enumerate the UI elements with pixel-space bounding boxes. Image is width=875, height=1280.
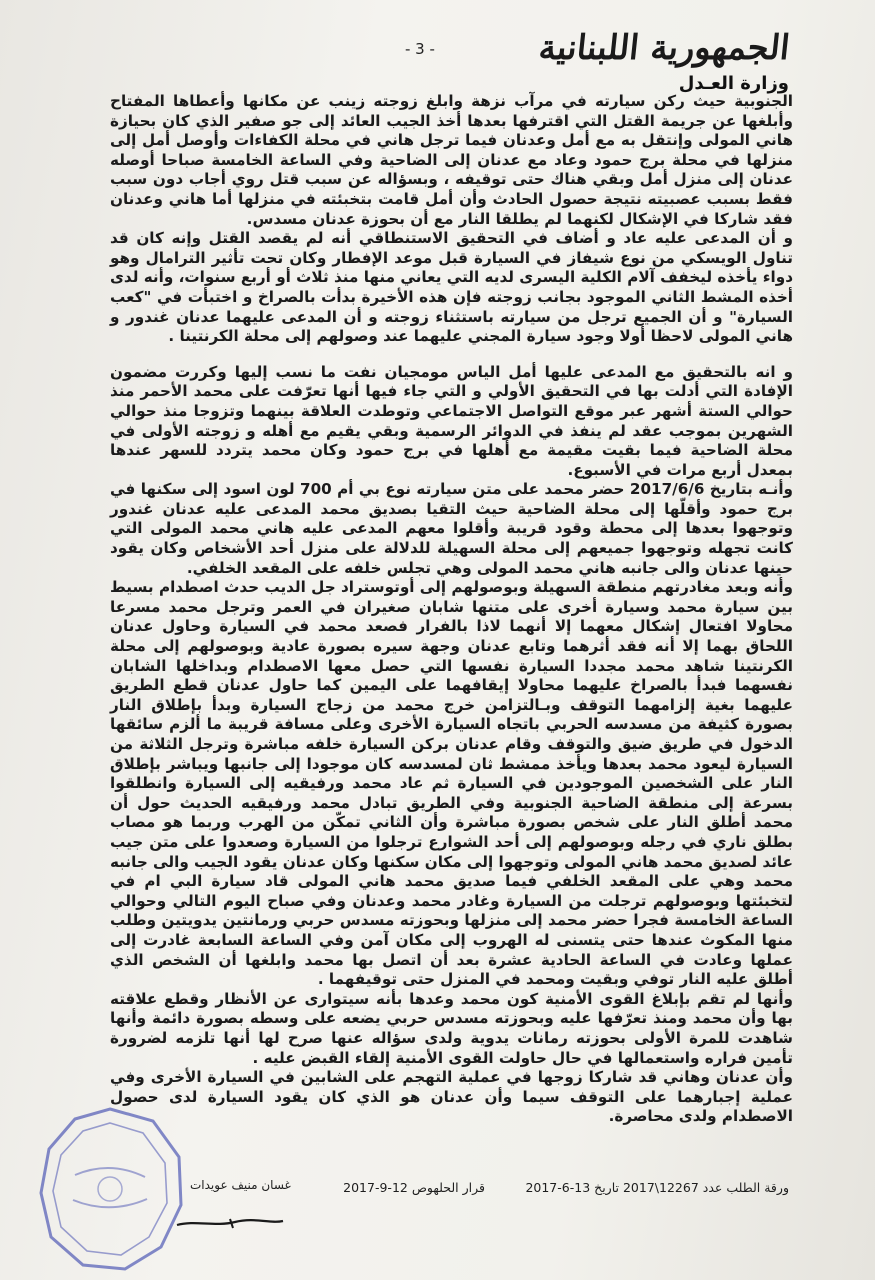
paragraph: و انه بالتحقيق مع المدعى عليها أمل الياس مومجيان نفت ما نسب إليها وكررت مضمون الإفادة التي أدلت بها في التحقيق الأولي و التي جاء فيها أنها تعرّفت على محمد الأحمر منذ حوالي الستة أشهر عبر موقع التواصل الاجتماعي وتوطدت العلاقة بينهما وتزوجا منذ حوالي الشهرين بموجب عقد لم ينفذ في الدوائر الرسمية وبقي يقيم مع أهله و زوجته الأولى في محلة الضاحية فيما بقيت مقيمة مع أهلها في برج حمود وكان محمد يتردد للسهر عندها بمعدل أربع مرات في الأسبوع. [110,362,793,479]
signature-mark [175,1216,285,1230]
official-seal [35,1105,185,1275]
paragraph: وأنـه بتاريخ 2017/6/6 حضر محمد على متن سيارته نوع بي أم 700 لون اسود إلى سكنها في برج حمود وأقلّها إلى محلة الضاحية حيث التقيا بصديق محمد المدعى عليه عدنان غندور وتوجهوا بعدها إلى محطة وقود قريبة وأقلوا معهم المدعى عليه هاني محمد المولى التي كانت تجهله وتوجهوا جميعهم إلى محلة السهيلة للدلالة على منزل أحد الأشخاص وكان يقود حينها عدنان والى جانبه هاني محمد المولى وهي تجلس خلفه على المقعد الخلفي. [110,480,793,577]
paragraph: و أن المدعى عليه عاد و أضاف في التحقيق الاستنطاقي أنه لم يقصد القتل وإنه كان قد تناول الويسكي من نوع شيفاز في السيارة قبل موعد الإفطار وكان تحت تأثير الترامال وهو دواء يأخذه ليخفف آلام الكلية اليسرى لديه التي يعاني منها منذ ثلاث أو أربع سنوات، وأنه لدى أخذه المشط الثاني الموجود بجانب زوجته فإن هذه الأخيرة بدأت بالصراخ و اختبأت في "كعب السيارة" و أن الجميع ترجل من سيارته باستثناء زوجته و أن المدعى عليهما عدنان غندور و هاني المولى لاحظا أولا وجود سيارة المجني عليهما عند وصولهم إلى محلة الكرنتينا . [110,229,793,346]
paragraph: وأنه وبعد مغادرتهم منطقة السهيلة وبوصولهم إلى أوتوستراد جل الديب حدث اصطدام بسيط بين سيارة محمد وسيارة أخرى على متنها شابان صغيران في العمر وترجل محمد مسرعا محاولا افتعال إشكال معهما إلا أنهما لاذا بالفرار فصعد محمد في السيارة وحاول عدنان اللحاق بهما إلا أنه فقد أثرهما وتابع عدنان وجهة سيره بصورة عادية وبوصولهم إلى محلة الكرنتينا شاهد محمد مجددا السيارة نفسها التي حصل معها الاصطدام وبداخلها الشابان نفسهما فبدأ بالصراخ عليهما محاولا إيقافهما على اليمين كما حاول عدنان قطع الطريق عليهما بغية إلزامهما التوقف وبـالتزامن خرج محمد من زجاج السيارة وبدأ بإطلاق النار بصورة كثيفة من مسدسه الحربي باتجاه السيارة الأخرى وعلى مسافة قريبة ما ألزم سائقها الدخول في طريق ضيق والتوقف وقام عدنان بركن السيارة خلفه مباشرة وترجل الثلاثة من السيارة ليعود محمد بعدها ويأخذ ممشط ثان لمسدسه كان موجودا إلى جانبها ويباشر بإطلاق النار على الشخصين الموجودين في السيارة ثم عاد محمد ورفيقيه إلى السيارة وانطلقوا بسرعة إلى منطقة الضاحية الجنوبية وفي الطريق تبادل محمد ورفيقيه الحديث حول أن محمد أطلق النار على شخص بصورة مباشرة وأن الثاني تمكّن من الهرب وربما هو مصاب بطلق ناري في رجله وبوصولهم إلى أحد الشوارع ترجلوا من السيارة وصعدوا على متن جيب عائد لصديق محمد هاني المولى وتوجهوا إلى مكان سكنها وكان عدنان يقود الجيب والى جانبه محمد وهي على المقعد الخلفي فيما صديق محمد هاني المولى قاد سيارة البي ام في لتخبئتها وبوصولهم ترجلت من السيارة وغادر محمد وعدنان وفي صباح اليوم التالي وحوالي الساعة الخامسة فجرا حضر محمد إلى منزلها وبحوزته مسدس حربي ورمانتين يدويتين وطلب منها المكوث عندها حتى يتسنى له الهروب إلى مكان آمن وفي الساعة السابعة غادرت إلى عملها وعادت في الساعة الحادية عشرة بعد أن اتصل بها محمد وابلغها أن الشخص الذي أطلق عليه النار توفي وبقيت ومحمد في المنزل حتى توقيفهما . [110,578,793,989]
letterhead-emblem: الجمهورية اللبنانية [536,28,792,68]
decision-reference: قرار الحلهوص 12-9-2017 [343,1180,485,1195]
signer-name: غسان منيف عويدات [190,1178,291,1192]
paragraph: وأن عدنان وهاني قد شاركا زوجها في عملية التهجم على الشابين في السيارة الأخرى وفي عملية إجبارهما على التوقف سيما وأن عدنان هو الذي كان يقود السيارة لدى حصول الاصطدام ولدى محاصرة. [110,1068,793,1126]
order-reference: ورقة الطلب عدد 12267\2017 تاريخ 13-6-2017 [525,1180,789,1195]
paragraph: الجنوبية حيث ركن سيارته في مرآب نزهة وابلغ زوجته زينب عن مكانها وأعطاها المفتاح وأبلغها عن جريمة القتل التي اقترفها بعدها أخذ الجيب العائد إلى جو صفير الذي كان بحيازة هاني المولى وإنتقل به مع أمل وعدنان فيما ترجل هاني في محلة الكفاءات وأوصل أمل إلى منزلها في محلة برج حمود وعاد مع عدنان إلى الضاحية وفي الساعة الخامسة صباحا أوصله عدنان إلى منزل أمل وبقي هناك حتى توقيفه ، وبسؤاله عن سبب قتل روي أجاب دون سبب فقط بسبب عصبيته نتيجة حصول الحادث وأن أمل قامت بتخبئته في منزلها أما هاني وعدنان فقد شاركا في الإشكال لكنهما لم يطلقا النار مع أن بحوزة عدنان مسدس. [110,92,793,228]
document-body [110,92,793,1127]
page-number: - 3 - [405,40,435,58]
paragraph: وأنها لم تقم بإبلاغ القوى الأمنية كون محمد وعدها بأنه سيتوارى عن الأنظار وقطع علاقته بها وأن محمد ومنذ تعرّفها عليه وبحوزته مسدس حربي يضعه على وسطه بصورة دائمة وأنها شاهدت للمرة الأولى بحوزته رمانات يدوية ولدى سؤاله عنها صرح لها أنها تلزمه لضرورة تأمين فراره واستعمالها في حال حاولت القوى الأمنية إلقاء القبض عليه . [110,989,793,1067]
ministry-heading: وزارة العـدل [678,73,789,94]
